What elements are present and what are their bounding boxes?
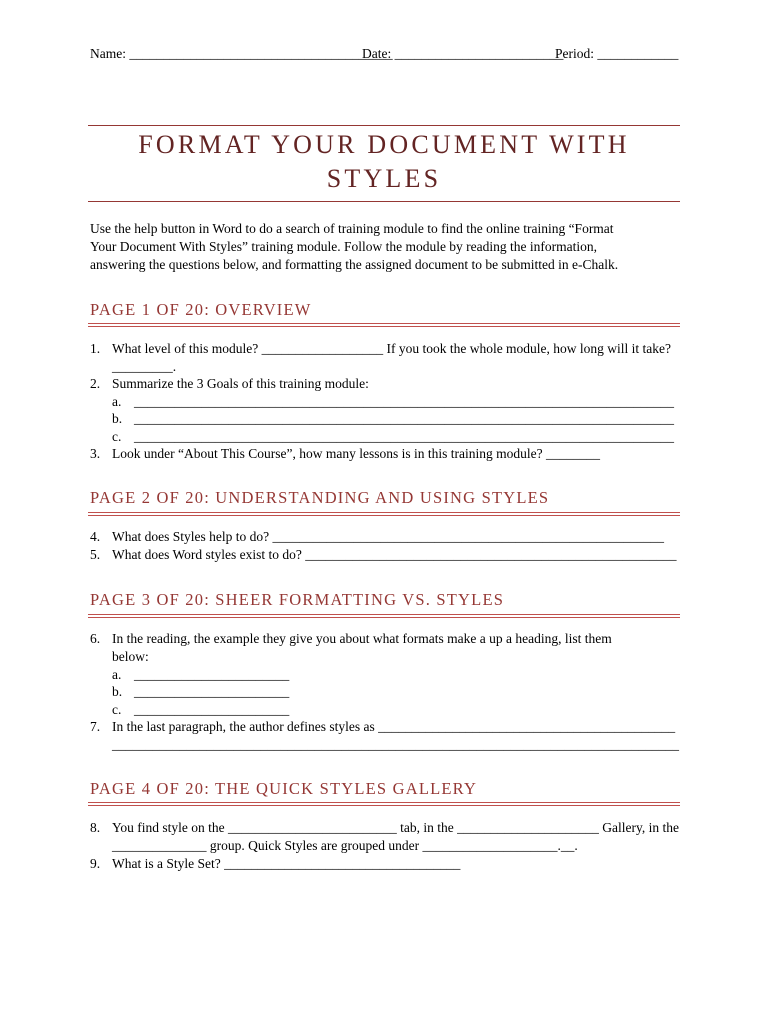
header-fields [90,46,680,66]
intro-line: answering the questions below, and formatting the assigned document to be submitted in e-Chalk. [90,257,619,272]
section-heading-page-1: PAGE 1 OF 20: OVERVIEW [90,300,312,319]
name-field: Name: _______________________________________ [90,46,393,61]
period-field: Period: ____________ [555,46,679,61]
title-bottom-rule [88,201,680,202]
worksheet-page: Name: _______________________________________ Date: _________________________ Period: ____________ FORMAT YOUR DOCUMENT WITH STYLES Use the help button in Word to do a search of training module to find the online training “Format Your Document With Styles” training module. Follow the module by reading the information, answering the questions below, and formatting the assigned document to be submitted in e-Chalk. PAGE 1 OF 20: OVERVIEW 1. What level of this module? __________________ If you took the whole module, how long will it take? _________. 2. Summarize the 3 Goals of this training module: a. ________________________________________________________________________________ b. ________________________________________________________________________________ c. ________________________________________________________________________________ 3. Look under “About This Course”, how many lessons is in this training module? ________ PAGE 2 OF 20: UNDERSTANDING AND USING STYLES 4. What does Styles help to do? __________________________________________________________ 5. What does Word styles exist to do? _______________________________________________________ PAGE 3 OF 20: SHEER FORMATTING VS. STYLES 6. In the reading, the example they give you about what formats make a up a heading, list them below: a. _______________________ b. _______________________ c. _______________________ 7. In the last paragraph, the author defines styles as ____________________________________________ ____________________________________________________________________________________ PAGE 4 OF 20: THE QUICK STYLES GALLERY 8. You find style on the _________________________ tab, in the _____________________ Gallery, in the ______________ group. Quick Styles are grouped under ____________________.__. 9. What is a Style Set? ___________________________________ [0,0,768,1024]
title-line-2: STYLES [326,164,442,193]
section-rule [88,512,680,513]
date-field: Date: _________________________ [362,46,564,61]
section-heading-page-3: PAGE 3 OF 20: SHEER FORMATTING VS. STYLES [90,590,505,609]
section-rule [88,802,680,803]
section-rule [88,614,680,615]
section-rule [88,326,680,327]
page-title [88,128,680,196]
intro-line: Use the help button in Word to do a search of training module to find the online training “Format [90,221,614,236]
section-rule [88,617,680,618]
section-heading-page-2: PAGE 2 OF 20: UNDERSTANDING AND USING STYLES [90,488,550,507]
title-top-rule [88,125,680,126]
section-rule [88,323,680,324]
intro-line: Your Document With Styles” training module. Follow the module by reading the information, [90,239,598,254]
section-heading-page-4: PAGE 4 OF 20: THE QUICK STYLES GALLERY [90,779,478,798]
section-rule [88,515,680,516]
section-rule [88,805,680,806]
intro-paragraph [90,220,682,274]
title-line-1: FORMAT YOUR DOCUMENT WITH [138,130,630,159]
